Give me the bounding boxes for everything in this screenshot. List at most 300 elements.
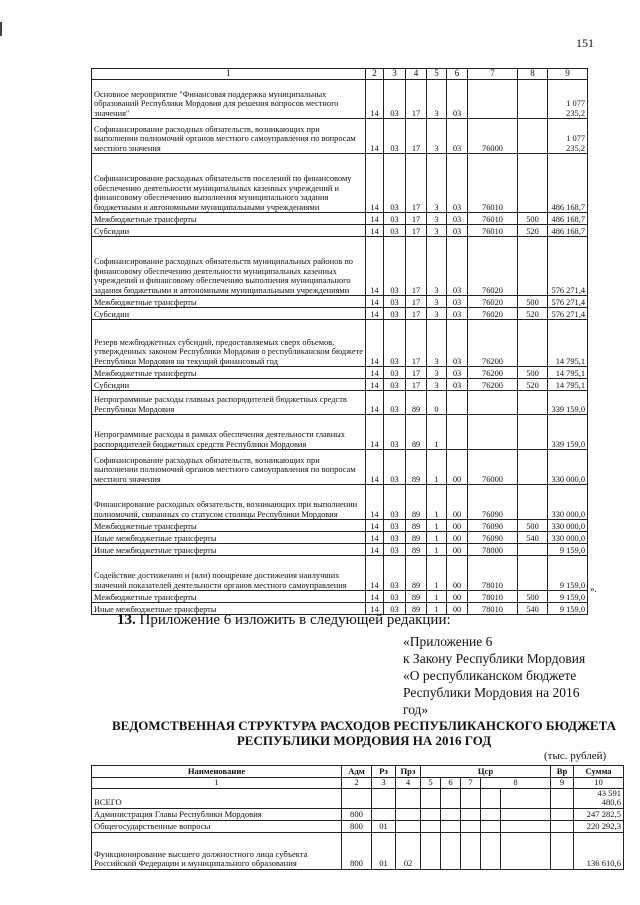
row-value-cell: 76020 <box>468 296 518 308</box>
scan-edge-mark <box>0 22 2 36</box>
row-value-cell: 14 <box>366 532 384 544</box>
row-value-cell <box>468 415 518 450</box>
row-name-cell: Иные межбюджетные трансферты <box>92 544 366 556</box>
row-value-cell: 1 <box>427 556 447 591</box>
row-value-cell: 03 <box>384 379 406 391</box>
table-row <box>92 520 588 532</box>
row-value-cell: 486 168,7 <box>548 154 588 213</box>
empty-cell <box>551 832 574 869</box>
row-name-cell: Софинансирование расходных обязательств поселений по финансовому обеспечению деятельности муниципальных казенных учреждений и финансовому обеспечению выполнения муниципального задания бюджетными и автономными муниципальными учреждениями <box>92 154 366 213</box>
table-row <box>92 391 588 415</box>
row-value-cell: 520 <box>518 379 548 391</box>
row-value-cell: 43 591 480,6 <box>574 789 624 809</box>
row-value-cell: 14 <box>366 80 384 119</box>
row-value-cell: 00 <box>447 450 468 485</box>
row-value-cell: 220 292,3 <box>574 820 624 832</box>
table-header-row <box>92 766 624 778</box>
row-value-cell: 76020 <box>468 237 518 296</box>
table-row <box>92 379 588 391</box>
row-value-cell: 1 <box>427 520 447 532</box>
row-value-cell: 89 <box>406 520 427 532</box>
empty-cell <box>421 820 441 832</box>
row-value-cell: 800 <box>342 832 372 869</box>
row-value-cell: 76010 <box>468 154 518 213</box>
row-value-cell: 540 <box>518 603 548 615</box>
row-value-cell: 03 <box>384 213 406 225</box>
annex-line: «Приложение 6 <box>403 634 493 649</box>
row-value-cell: 17 <box>406 225 427 237</box>
row-value-cell: 14 <box>366 520 384 532</box>
row-value-cell: 500 <box>518 367 548 379</box>
row-value-cell: 500 <box>518 296 548 308</box>
row-value-cell <box>396 808 421 820</box>
row-value-cell: 89 <box>406 532 427 544</box>
row-value-cell: 500 <box>518 213 548 225</box>
row-value-cell: 89 <box>406 591 427 603</box>
row-value-cell <box>518 415 548 450</box>
row-value-cell: 3 <box>427 320 447 367</box>
row-name-cell: Иные межбюджетные трансферты <box>92 532 366 544</box>
page-number: 151 <box>576 36 594 50</box>
row-value-cell: 76010 <box>468 213 518 225</box>
header-vr: Вр <box>551 766 574 778</box>
row-value-cell: 17 <box>406 367 427 379</box>
row-value-cell: 14 <box>366 154 384 213</box>
column-number: 3 <box>372 778 396 789</box>
row-value-cell: 520 <box>518 308 548 320</box>
row-value-cell: 330 000,0 <box>548 520 588 532</box>
row-value-cell: 03 <box>384 603 406 615</box>
table-row <box>92 556 588 591</box>
row-value-cell <box>372 808 396 820</box>
empty-cell <box>501 808 551 820</box>
row-name-cell: Субсидии <box>92 379 366 391</box>
row-value-cell: 9 159,0 <box>548 591 588 603</box>
row-name-cell: Непрограммные расходы главных распорядителей бюджетных средств Республики Мордовия <box>92 391 366 415</box>
annex-line: к Закону Республики Мордовия <box>403 651 586 666</box>
header-adm: Адм <box>342 766 372 778</box>
annex-line: Республики Мордовия на 2016 <box>403 685 580 700</box>
header-name: Наименование <box>92 766 342 778</box>
row-value-cell: 576 271,4 <box>548 308 588 320</box>
row-value-cell: 03 <box>447 308 468 320</box>
row-value-cell: 14 <box>366 591 384 603</box>
table-row <box>92 154 588 213</box>
row-value-cell: 76090 <box>468 532 518 544</box>
row-value-cell: 17 <box>406 119 427 154</box>
row-value-cell: 14 <box>366 225 384 237</box>
table-row <box>92 450 588 485</box>
row-value-cell: 14 <box>366 450 384 485</box>
header-cell: 6 <box>447 69 468 80</box>
table-row <box>92 591 588 603</box>
row-value-cell <box>518 320 548 367</box>
column-number: 1 <box>92 778 342 789</box>
row-value-cell: 1 <box>427 532 447 544</box>
closing-quote-mark: ». <box>590 584 597 594</box>
empty-cell <box>501 832 551 869</box>
row-name-cell: Иные межбюджетные трансферты <box>92 603 366 615</box>
table-row <box>92 789 624 809</box>
table-row <box>92 320 588 367</box>
row-value-cell: 330 000,0 <box>548 532 588 544</box>
column-number: 7 <box>461 778 481 789</box>
row-value-cell: 3 <box>427 308 447 320</box>
row-name-cell: Резерв межбюджетных субсидий, предоставляемых сверх объемов, утвержденных законом Республики Мордовия о республиканском бюджете Республики Мордовия на текущий финансовый год <box>92 320 366 367</box>
row-value-cell: 03 <box>384 532 406 544</box>
row-value-cell: 03 <box>384 80 406 119</box>
row-value-cell: 1 077 235,2 <box>548 80 588 119</box>
row-value-cell: 500 <box>518 520 548 532</box>
row-value-cell: 89 <box>406 415 427 450</box>
row-value-cell: 00 <box>447 556 468 591</box>
table-row <box>92 296 588 308</box>
empty-cell <box>481 789 501 809</box>
row-value-cell: 14 795,1 <box>548 367 588 379</box>
row-name-cell: Функционирование высшего должностного лица субъекта Российской Федерации и муниципального образования <box>92 832 342 869</box>
empty-cell <box>501 820 551 832</box>
row-value-cell: 03 <box>384 415 406 450</box>
row-value-cell: 3 <box>427 213 447 225</box>
row-value-cell: 540 <box>518 532 548 544</box>
row-value-cell <box>518 391 548 415</box>
column-number-row <box>92 778 624 789</box>
row-name-cell: Общегосударственные вопросы <box>92 820 342 832</box>
departmental-structure-table <box>91 765 624 870</box>
header-cell: 1 <box>92 69 366 80</box>
empty-cell <box>551 789 574 809</box>
row-value-cell: 1 077 235,2 <box>548 119 588 154</box>
row-name-cell: Межбюджетные трансферты <box>92 520 366 532</box>
row-value-cell: 14 <box>366 556 384 591</box>
row-value-cell: 03 <box>384 237 406 296</box>
table-row <box>92 225 588 237</box>
column-number: 2 <box>342 778 372 789</box>
table-row <box>92 544 588 556</box>
row-value-cell: 76000 <box>468 450 518 485</box>
empty-cell <box>441 789 461 809</box>
row-value-cell: 1 <box>427 544 447 556</box>
row-value-cell: 00 <box>447 603 468 615</box>
row-value-cell: 03 <box>384 154 406 213</box>
row-value-cell: 03 <box>447 296 468 308</box>
row-value-cell: 1 <box>427 603 447 615</box>
annex-header <box>403 633 585 718</box>
document-title <box>84 718 640 748</box>
row-value-cell: 136 610,6 <box>574 832 624 869</box>
row-value-cell: 3 <box>427 296 447 308</box>
row-value-cell: 486 168,7 <box>548 225 588 237</box>
row-value-cell: 17 <box>406 213 427 225</box>
row-value-cell: 03 <box>384 308 406 320</box>
row-name-cell: Основное мероприятие "Финансовая поддержка муниципальных образований Республики Мордовия для решения вопросов местного значения" <box>92 80 366 119</box>
row-value-cell: 3 <box>427 154 447 213</box>
row-value-cell: 03 <box>384 450 406 485</box>
empty-cell <box>551 808 574 820</box>
row-value-cell: 03 <box>384 391 406 415</box>
row-value-cell: 1 <box>427 450 447 485</box>
annex-line: «О республиканском бюджете <box>403 668 577 683</box>
empty-cell <box>461 832 481 869</box>
row-value-cell: 03 <box>384 485 406 520</box>
row-value-cell: 03 <box>447 154 468 213</box>
row-value-cell: 89 <box>406 603 427 615</box>
row-name-cell: Межбюджетные трансферты <box>92 213 366 225</box>
header-prz: Прз <box>396 766 421 778</box>
row-name-cell: Софинансирование расходных обязательств, возникающих при выполнении полномочий органов местного самоуправления по вопросам местного значения <box>92 119 366 154</box>
row-value-cell: 3 <box>427 119 447 154</box>
row-value-cell: 576 271,4 <box>548 237 588 296</box>
row-name-cell: Финансирование расходных обязательств, возникающих при выполнении полномочий, связанных со статусом столицы Республики Мордовия <box>92 485 366 520</box>
header-cell: 4 <box>406 69 427 80</box>
row-value-cell: 14 795,1 <box>548 379 588 391</box>
table-row <box>92 237 588 296</box>
row-value-cell: 520 <box>518 225 548 237</box>
empty-cell <box>481 820 501 832</box>
row-value-cell: 76090 <box>468 485 518 520</box>
row-value-cell <box>518 544 548 556</box>
row-value-cell: 3 <box>427 237 447 296</box>
row-value-cell <box>342 789 372 809</box>
table-row <box>92 213 588 225</box>
row-value-cell <box>518 119 548 154</box>
row-value-cell: 14 <box>366 308 384 320</box>
row-name-cell: Субсидии <box>92 225 366 237</box>
row-value-cell: 9 159,0 <box>548 556 588 591</box>
row-value-cell: 14 <box>366 391 384 415</box>
row-value-cell <box>396 820 421 832</box>
row-value-cell: 76010 <box>468 225 518 237</box>
empty-cell <box>461 808 481 820</box>
units-label: (тыс. рублей) <box>544 750 607 762</box>
row-value-cell: 800 <box>342 820 372 832</box>
column-number: 5 <box>421 778 441 789</box>
row-name-cell: Межбюджетные трансферты <box>92 591 366 603</box>
row-value-cell: 03 <box>447 119 468 154</box>
row-value-cell: 330 000,0 <box>548 450 588 485</box>
table-row <box>92 367 588 379</box>
row-value-cell: 486 168,7 <box>548 213 588 225</box>
row-name-cell: Софинансирование расходных обязательств муниципальных районов по финансовому обеспечению деятельности муниципальных казенных учреждений и финансовому обеспечению выполнения муниципального задания бюджетными и автономными муниципальными учреждениями <box>92 237 366 296</box>
row-value-cell: 78000 <box>468 544 518 556</box>
row-value-cell <box>518 154 548 213</box>
table-row <box>92 80 588 119</box>
row-value-cell: 76200 <box>468 320 518 367</box>
row-value-cell: 576 271,4 <box>548 296 588 308</box>
column-number: 6 <box>441 778 461 789</box>
row-value-cell: 14 795,1 <box>548 320 588 367</box>
row-value-cell <box>372 789 396 809</box>
empty-cell <box>441 832 461 869</box>
row-value-cell: 14 <box>366 603 384 615</box>
row-value-cell: 76020 <box>468 308 518 320</box>
header-rz: Рз <box>372 766 396 778</box>
row-value-cell: 3 <box>427 80 447 119</box>
section-number: 13. <box>117 612 136 628</box>
table-row <box>92 832 624 869</box>
empty-cell <box>481 808 501 820</box>
row-value-cell <box>518 237 548 296</box>
section-text: Приложение 6 изложить в следующей редакции: <box>139 612 451 628</box>
row-name-cell: Субсидии <box>92 308 366 320</box>
empty-cell <box>421 789 441 809</box>
row-value-cell: 89 <box>406 391 427 415</box>
row-value-cell: 78010 <box>468 556 518 591</box>
row-value-cell: 3 <box>427 367 447 379</box>
row-value-cell: 17 <box>406 320 427 367</box>
table-row <box>92 532 588 544</box>
row-value-cell: 17 <box>406 237 427 296</box>
budget-table-continuation <box>91 68 588 615</box>
row-value-cell: 03 <box>384 296 406 308</box>
row-value-cell: 89 <box>406 544 427 556</box>
row-value-cell <box>396 789 421 809</box>
row-value-cell: 14 <box>366 237 384 296</box>
row-value-cell: 02 <box>396 832 421 869</box>
empty-cell <box>461 789 481 809</box>
row-value-cell: 339 159,0 <box>548 391 588 415</box>
row-value-cell: 03 <box>447 367 468 379</box>
row-value-cell: 17 <box>406 308 427 320</box>
row-value-cell: 14 <box>366 213 384 225</box>
row-value-cell: 03 <box>384 591 406 603</box>
table-row <box>92 485 588 520</box>
row-value-cell: 03 <box>447 237 468 296</box>
row-value-cell: 03 <box>384 225 406 237</box>
title-line: ВЕДОМСТВЕННАЯ СТРУКТУРА РАСХОДОВ РЕСПУБЛИКАНСКОГО БЮДЖЕТА <box>111 718 617 733</box>
row-value-cell: 01 <box>372 832 396 869</box>
row-name-cell: Содействие достижению и (или) поощрение достижения наилучших значений показателей деятельности органов местного самоуправления <box>92 556 366 591</box>
column-number: 8 <box>481 778 551 789</box>
row-value-cell <box>518 80 548 119</box>
row-name-cell: ВСЕГО <box>92 789 342 809</box>
row-value-cell: 247 282,5 <box>574 808 624 820</box>
row-value-cell: 339 159,0 <box>548 415 588 450</box>
row-value-cell: 00 <box>447 520 468 532</box>
empty-cell <box>551 820 574 832</box>
row-value-cell: 78010 <box>468 603 518 615</box>
row-value-cell: 14 <box>366 296 384 308</box>
row-value-cell: 03 <box>384 556 406 591</box>
header-cell: 9 <box>548 69 588 80</box>
table-row <box>92 415 588 450</box>
row-value-cell: 89 <box>406 556 427 591</box>
row-value-cell: 14 <box>366 415 384 450</box>
row-value-cell: 76200 <box>468 379 518 391</box>
row-value-cell: 03 <box>384 320 406 367</box>
row-value-cell: 00 <box>447 544 468 556</box>
row-value-cell: 00 <box>447 591 468 603</box>
row-value-cell <box>518 450 548 485</box>
row-value-cell: 14 <box>366 119 384 154</box>
empty-cell <box>421 832 441 869</box>
header-cell: 8 <box>518 69 548 80</box>
row-value-cell: 1 <box>427 591 447 603</box>
row-value-cell: 00 <box>447 532 468 544</box>
row-value-cell: 14 <box>366 367 384 379</box>
row-value-cell <box>518 556 548 591</box>
header-sum: Сумма <box>574 766 624 778</box>
row-value-cell: 800 <box>342 808 372 820</box>
row-value-cell: 17 <box>406 80 427 119</box>
row-value-cell: 17 <box>406 154 427 213</box>
row-value-cell: 03 <box>384 520 406 532</box>
row-value-cell: 17 <box>406 296 427 308</box>
table-row <box>92 308 588 320</box>
row-value-cell: 14 <box>366 379 384 391</box>
row-value-cell: 76090 <box>468 520 518 532</box>
row-value-cell <box>518 485 548 520</box>
row-value-cell: 9 159,0 <box>548 544 588 556</box>
row-name-cell: Межбюджетные трансферты <box>92 367 366 379</box>
row-value-cell: 01 <box>372 820 396 832</box>
row-value-cell: 1 <box>427 415 447 450</box>
row-value-cell <box>447 391 468 415</box>
header-cell: 7 <box>468 69 518 80</box>
row-value-cell: 03 <box>384 544 406 556</box>
row-value-cell: 03 <box>447 80 468 119</box>
row-value-cell: 03 <box>384 367 406 379</box>
row-value-cell: 500 <box>518 591 548 603</box>
header-cell: 2 <box>366 69 384 80</box>
row-value-cell: 78010 <box>468 591 518 603</box>
row-value-cell: 14 <box>366 485 384 520</box>
row-name-cell: Администрация Главы Республики Мордовия <box>92 808 342 820</box>
row-value-cell: 89 <box>406 450 427 485</box>
row-value-cell <box>447 415 468 450</box>
row-value-cell: 03 <box>447 225 468 237</box>
column-number: 10 <box>574 778 624 789</box>
table-row <box>92 119 588 154</box>
row-value-cell: 76000 <box>468 119 518 154</box>
row-value-cell: 03 <box>447 213 468 225</box>
row-value-cell: 14 <box>366 320 384 367</box>
empty-cell <box>501 789 551 809</box>
row-value-cell: 3 <box>427 225 447 237</box>
header-cell: 3 <box>384 69 406 80</box>
table-row <box>92 820 624 832</box>
row-name-cell: Межбюджетные трансферты <box>92 296 366 308</box>
row-name-cell: Непрограммные расходы в рамках обеспечения деятельности главных распорядителей бюджетных средств Республики Мордовия <box>92 415 366 450</box>
row-value-cell <box>468 391 518 415</box>
empty-cell <box>481 832 501 869</box>
table-row <box>92 808 624 820</box>
header-cell: 5 <box>427 69 447 80</box>
row-value-cell <box>468 80 518 119</box>
table-header-row <box>92 69 588 80</box>
row-value-cell: 9 159,0 <box>548 603 588 615</box>
column-number: 9 <box>551 778 574 789</box>
header-csr: Цср <box>421 766 551 778</box>
empty-cell <box>461 820 481 832</box>
row-value-cell: 3 <box>427 379 447 391</box>
row-value-cell: 330 000,0 <box>548 485 588 520</box>
empty-cell <box>441 820 461 832</box>
annex-line: год» <box>403 702 429 717</box>
row-value-cell: 17 <box>406 379 427 391</box>
empty-cell <box>421 808 441 820</box>
row-value-cell: 76200 <box>468 367 518 379</box>
row-value-cell: 00 <box>447 485 468 520</box>
row-value-cell: 03 <box>447 379 468 391</box>
section-13-heading <box>117 612 451 629</box>
row-name-cell: Софинансирование расходных обязательств, возникающих при выполнении полномочий органов местного самоуправления по вопросам местного значения <box>92 450 366 485</box>
row-value-cell: 89 <box>406 485 427 520</box>
empty-cell <box>441 808 461 820</box>
title-line: РЕСПУБЛИКИ МОРДОВИЯ НА 2016 ГОД <box>236 733 492 748</box>
row-value-cell: 14 <box>366 544 384 556</box>
row-value-cell: 0 <box>427 391 447 415</box>
